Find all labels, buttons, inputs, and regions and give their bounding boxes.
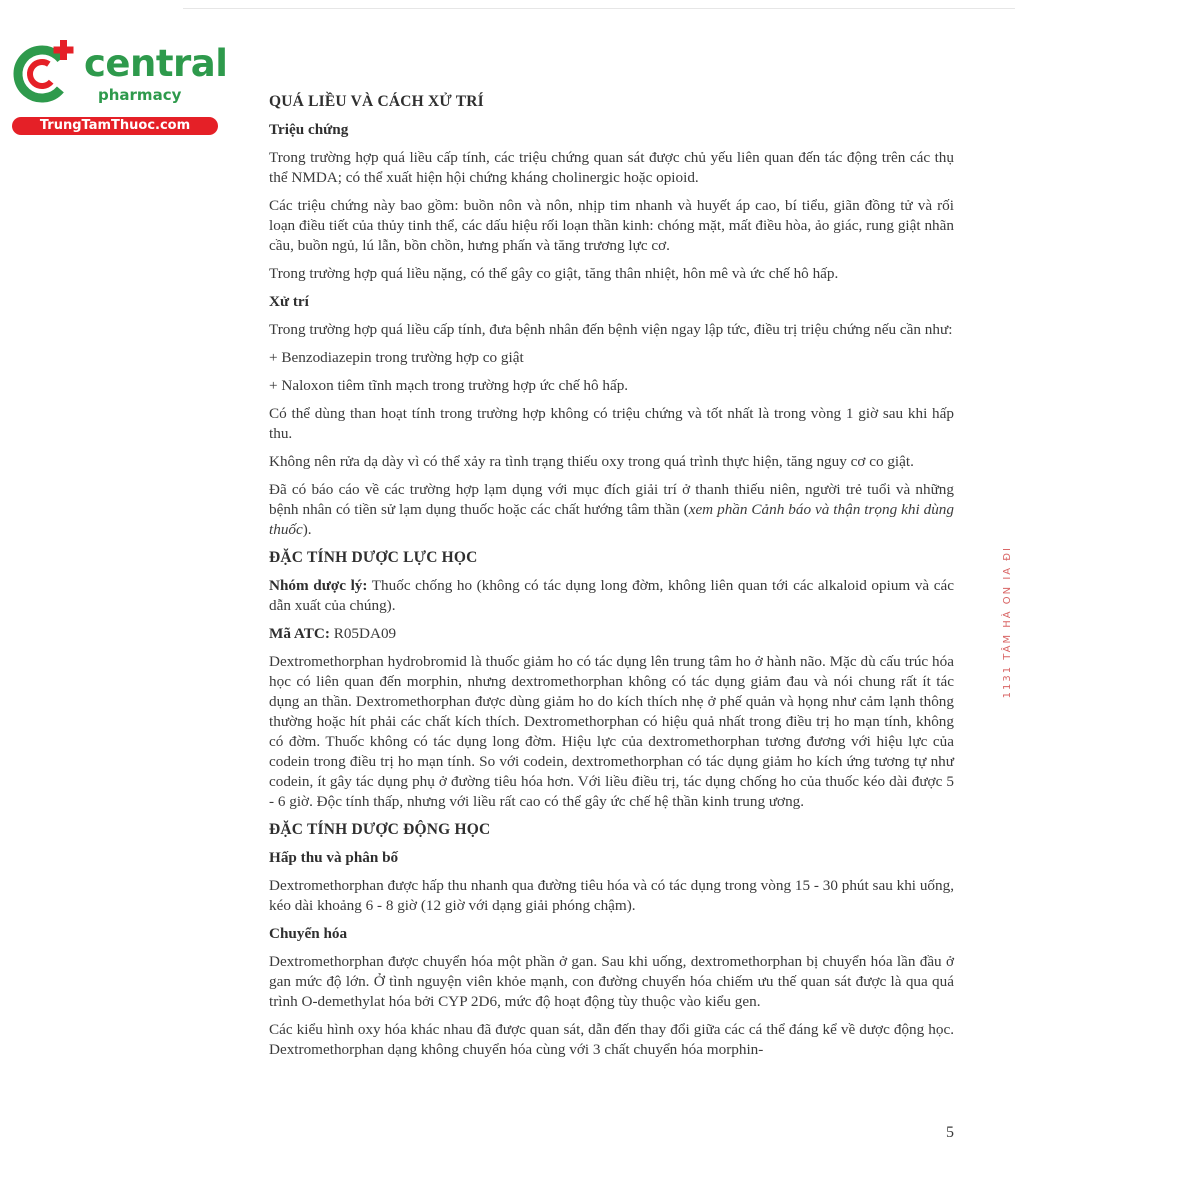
logo-subtitle: pharmacy — [98, 86, 182, 104]
list-item: + Benzodiazepin trong trường hợp co giật — [269, 349, 524, 366]
paragraph: Dextromethorphan hydrobromid là thuốc giảm ho có tác dụng lên trung tâm ho ở hành não. Mặc dù cấu trúc hóa học có liên quan đến morphin, nhưng dextromethorphan không có tác dụng giảm đau và nói chung rất ít tác dụng an thần. Dextromethorphan được dùng giảm ho do kích thích nhẹ ở phế quản và họng như cảm lạnh thông thường hoặc hít phải các chất kích thích. Dextromethorphan có hiệu quả nhất trong điều trị ho mạn tính, không có đờm. Thuốc không có tác dụng long đờm. Hiệu lực của dextromethorphan tương đương với hiệu lực của codein trong điều trị ho mạn tính. So với codein, dextromethorphan có tác dụng giảm ho kích ứng tương tự như codein, ít gây tác dụng phụ ở đường tiêu hóa hơn. Với liều điều trị, tác dụng chống ho của thuốc kéo dài được 5 - 6 giờ. Độc tính thấp, nhưng với liều rất cao có thể gây ức chế hệ thần kinh trung ương. — [269, 653, 954, 810]
list-item: + Naloxon tiêm tĩnh mạch trong trường hợp ức chế hô hấp. — [269, 377, 629, 394]
paragraph: Các kiểu hình oxy hóa khác nhau đã được quan sát, dẫn đến thay đổi giữa các cá thể đáng kể về dược động học. Dextromethorphan dạng không chuyển hóa cùng với 3 chất chuyển hóa morphin- — [269, 1021, 954, 1058]
heading-treatment: Xử trí — [269, 293, 309, 310]
document-body — [269, 92, 954, 1060]
pharmacy-cross-logo-icon — [10, 38, 78, 106]
red-stamp-mark — [1002, 546, 1016, 706]
atc-code-value: R05DA09 — [329, 625, 397, 642]
paragraph: Các triệu chứng này bao gồm: buồn nôn và nôn, nhịp tim nhanh và huyết áp cao, bí tiểu, giãn đồng tử và rối loạn điều tiết của thủy tinh thể, các dấu hiệu rối loạn thần kinh: chóng mặt, mất điều hòa, ảo giác, rung giật nhãn cầu, buồn ngủ, lú lẫn, bồn chồn, hưng phấn và tăng trương lực cơ. — [269, 197, 954, 254]
paragraph — [269, 576, 954, 616]
heading-absorption: Hấp thu và phân bố — [269, 849, 399, 866]
paragraph — [269, 624, 954, 644]
section-title-overdose: QUÁ LIỀU VÀ CÁCH XỬ TRÍ — [269, 93, 484, 110]
paragraph: Không nên rửa dạ dày vì có thể xảy ra tình trạng thiếu oxy trong quá trình thực hiện, tăng nguy cơ co giật. — [269, 453, 914, 470]
paragraph: Dextromethorphan được hấp thu nhanh qua đường tiêu hóa và có tác dụng trong vòng 15 - 30 phút sau khi uống, kéo dài khoảng 6 - 8 giờ (12 giờ với dạng giải phóng chậm). — [269, 877, 954, 914]
paragraph: Trong trường hợp quá liều cấp tính, các triệu chứng quan sát được chủ yếu liên quan đến tác động trên các thụ thể NMDA; có thể xuất hiện hội chứng kháng cholinergic hoặc opioid. — [269, 149, 954, 186]
paragraph: Trong trường hợp quá liều nặng, có thể gây co giật, tăng thân nhiệt, hôn mê và ức chế hô hấp. — [269, 265, 839, 282]
section-title-pharmacodynamics: ĐẶC TÍNH DƯỢC LỰC HỌC — [269, 549, 478, 566]
text-run: Đã có báo cáo về các trường hợp lạm dụng với mục đích giải trí ở thanh thiếu niên, người trẻ tuổi và những bệnh nhân có tiền sử lạm dụng thuốc hoặc các chất hướng tâm thần ( — [269, 481, 954, 518]
heading-metabolism: Chuyển hóa — [269, 925, 348, 942]
pharmacologic-group-label: Nhóm dược lý: — [269, 577, 368, 594]
stamp-text: 1131 TÂM HÀ ON IA ĐI — [1002, 546, 1013, 699]
logo-wordmark: central — [84, 42, 228, 85]
paragraph: Có thể dùng than hoạt tính trong trường hợp không có triệu chứng và tốt nhất là trong vòng 1 giờ sau khi hấp thu. — [269, 405, 954, 442]
page-number: 5 — [946, 1124, 954, 1141]
text-run: ). — [302, 521, 312, 538]
central-pharmacy-logo[interactable] — [10, 38, 228, 138]
italic-reference: xem phần Cảnh báo và thận trọng khi dùng thuốc — [269, 501, 954, 538]
atc-code-label: Mã ATC: — [269, 625, 330, 642]
top-rule — [183, 8, 1015, 9]
paragraph: Dextromethorphan được chuyển hóa một phần ở gan. Sau khi uống, dextromethorphan bị chuyển hóa lần đầu ở gan mức độ lớn. Ở tình nguyện viên khỏe mạnh, con đường chuyển hóa chiếm ưu thế quan sát được là qua quá trình O-demethylat hóa bởi CYP 2D6, mức độ hoạt động tùy thuộc vào kiểu gen. — [269, 953, 954, 1010]
section-title-pharmacokinetics: ĐẶC TÍNH DƯỢC ĐỘNG HỌC — [269, 821, 491, 838]
paragraph — [269, 480, 954, 540]
paragraph: Trong trường hợp quá liều cấp tính, đưa bệnh nhân đến bệnh viện ngay lập tức, điều trị triệu chứng nếu cần như: — [269, 321, 953, 338]
logo-website-bar[interactable]: TrungTamThuoc.com — [12, 117, 218, 135]
text-run: Thuốc chống ho (không có tác dụng long đờm, không liên quan tới các alkaloid opium và các dẫn xuất của chúng). — [269, 577, 954, 614]
heading-symptoms: Triệu chứng — [269, 121, 349, 138]
